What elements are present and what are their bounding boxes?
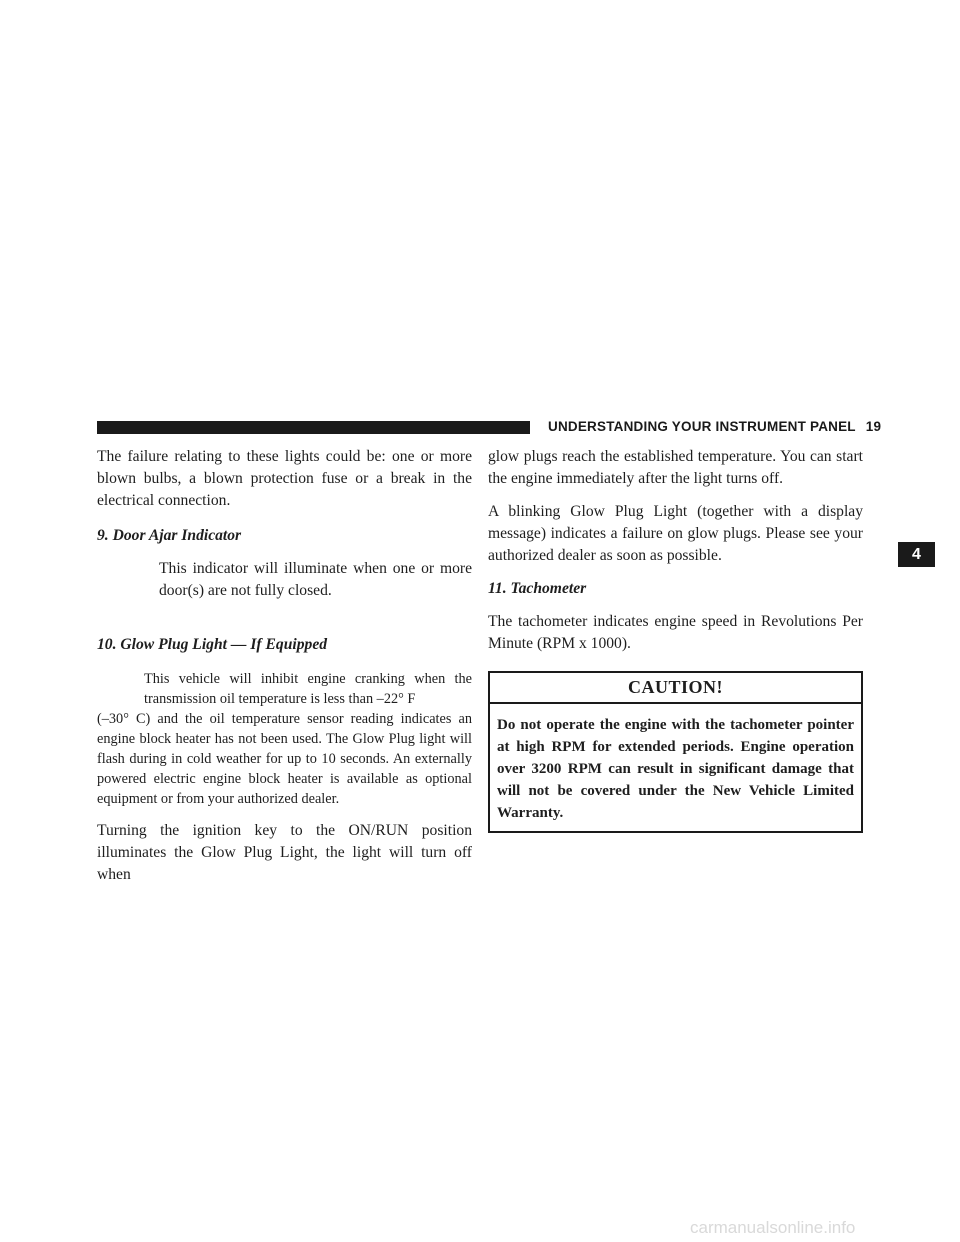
glow-plug-text [97,669,472,809]
caution-box [488,671,863,833]
header-rule [97,421,530,434]
ignition-paragraph: Turning the ignition key to the ON/RUN position illuminates the Glow Plug Light, the light will turn off when [97,822,472,883]
door-ajar-text: This indicator will illuminate when one or more door(s) are not fully closed. [159,560,472,599]
left-column [97,446,472,886]
glow-plug-text-indented: This vehicle will inhibit engine cranking when the transmission oil temperature is less than –22° F [144,671,472,707]
right-column [488,446,863,833]
glow-plug-heading: 10. Glow Plug Light — If Equipped [97,636,328,653]
page-number: 19 [865,419,882,434]
blinking-paragraph: A blinking Glow Plug Light (together with a display message) indicates a failure on glow plugs. Please see your authorized dealer as soon as possible. [488,503,863,564]
tachometer-heading: 11. Tachometer [488,580,587,597]
intro-paragraph: The failure relating to these lights could be: one or more blown bulbs, a blown protection fuse or a break in the electrical connection. [97,448,472,509]
caution-text: Do not operate the engine with the tachometer pointer at high RPM for extended periods. Engine operation over 3200 RPM can result in significant damage that will not be covered under the New Vehicle Limited Warranty. [497,717,854,821]
chapter-tab: 4 [898,542,935,567]
running-header [548,419,881,434]
door-ajar-heading: 9. Door Ajar Indicator [97,527,242,544]
continuation-paragraph: glow plugs reach the established temperature. You can start the engine immediately after the light turns off. [488,448,863,487]
glow-plug-text-rest: (–30° C) and the oil temperature sensor reading indicates an engine block heater has not been used. The Glow Plug light will flash during in cold weather for up to 10 seconds. An externally powered electric engine block heater is available as optional equipment or from your authorized dealer. [97,711,472,807]
tachometer-paragraph: The tachometer indicates engine speed in Revolutions Per Minute (RPM x 1000). [488,613,863,652]
caution-title: CAUTION! [490,673,861,704]
section-title: UNDERSTANDING YOUR INSTRUMENT PANEL [548,419,856,434]
watermark: carmanualsonline.info [690,1218,856,1237]
